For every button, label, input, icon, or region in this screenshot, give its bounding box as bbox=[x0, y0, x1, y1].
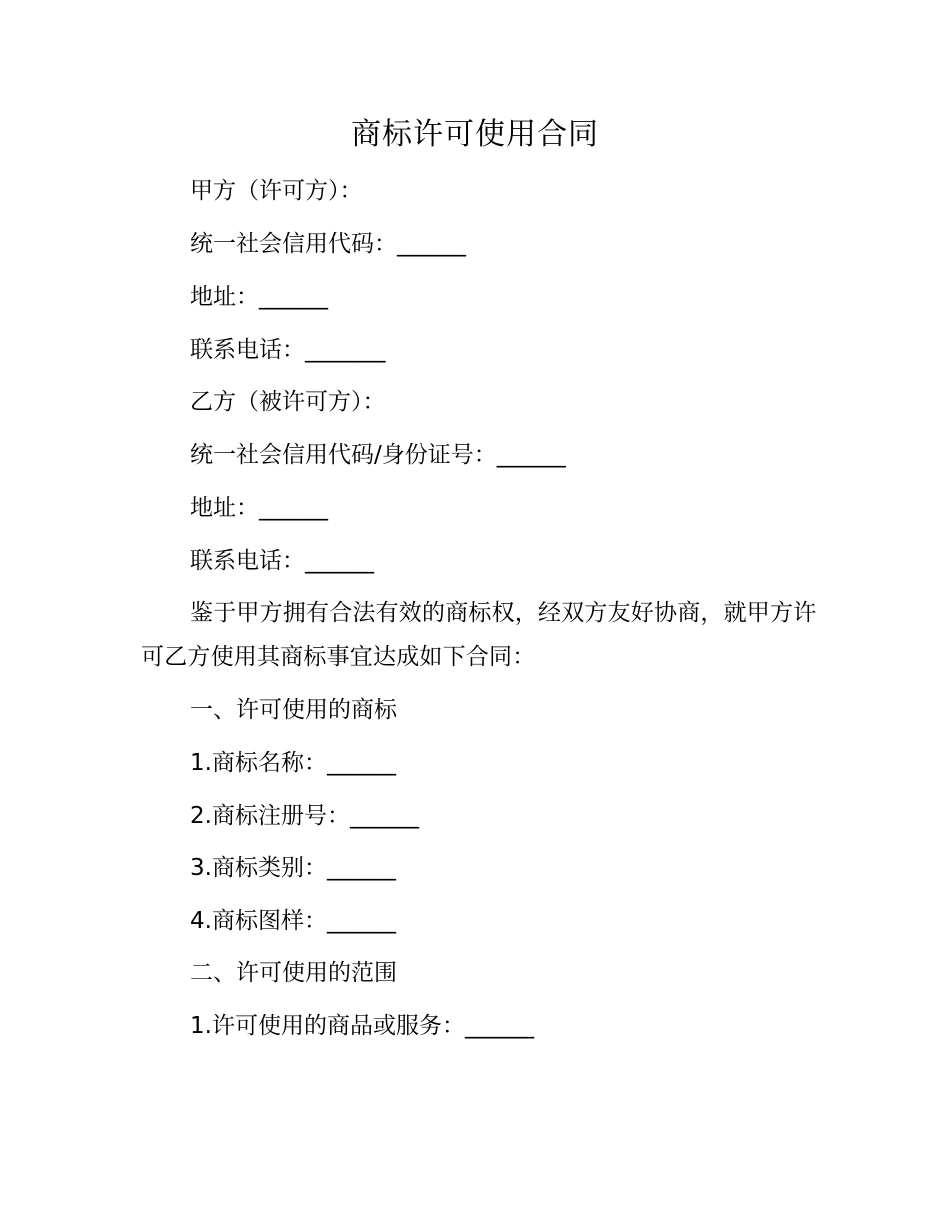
party-b-phone: 联系电话：______ bbox=[190, 548, 374, 574]
document-title: 商标许可使用合同 bbox=[351, 117, 599, 152]
party-a-heading: 甲方（许可方）： bbox=[190, 178, 363, 204]
section-1-item-3: 3.商标类别：______ bbox=[190, 855, 396, 881]
party-b-credit-code: 统一社会信用代码/身份证号：______ bbox=[190, 442, 566, 468]
party-a-phone: 联系电话：_______ bbox=[190, 337, 386, 363]
section-1-heading: 一、许可使用的商标 bbox=[190, 697, 397, 723]
preamble-paragraph: 鉴于甲方拥有合法有效的商标权，经双方友好协商，就甲方许可乙方使用其商标事宜达成如下合同： bbox=[141, 600, 817, 670]
section-2-heading: 二、许可使用的范围 bbox=[190, 960, 397, 986]
party-a-address: 地址：______ bbox=[190, 284, 328, 310]
section-1-item-1: 1.商标名称：______ bbox=[190, 750, 396, 776]
party-a-credit-code: 统一社会信用代码：______ bbox=[190, 231, 466, 257]
party-b-address: 地址：______ bbox=[190, 495, 328, 521]
party-b-heading: 乙方（被许可方）： bbox=[190, 389, 386, 415]
section-1-item-4: 4.商标图样：______ bbox=[190, 908, 396, 934]
section-1-item-2: 2.商标注册号：______ bbox=[190, 803, 419, 829]
section-2-item-1: 1.许可使用的商品或服务：______ bbox=[190, 1013, 534, 1039]
